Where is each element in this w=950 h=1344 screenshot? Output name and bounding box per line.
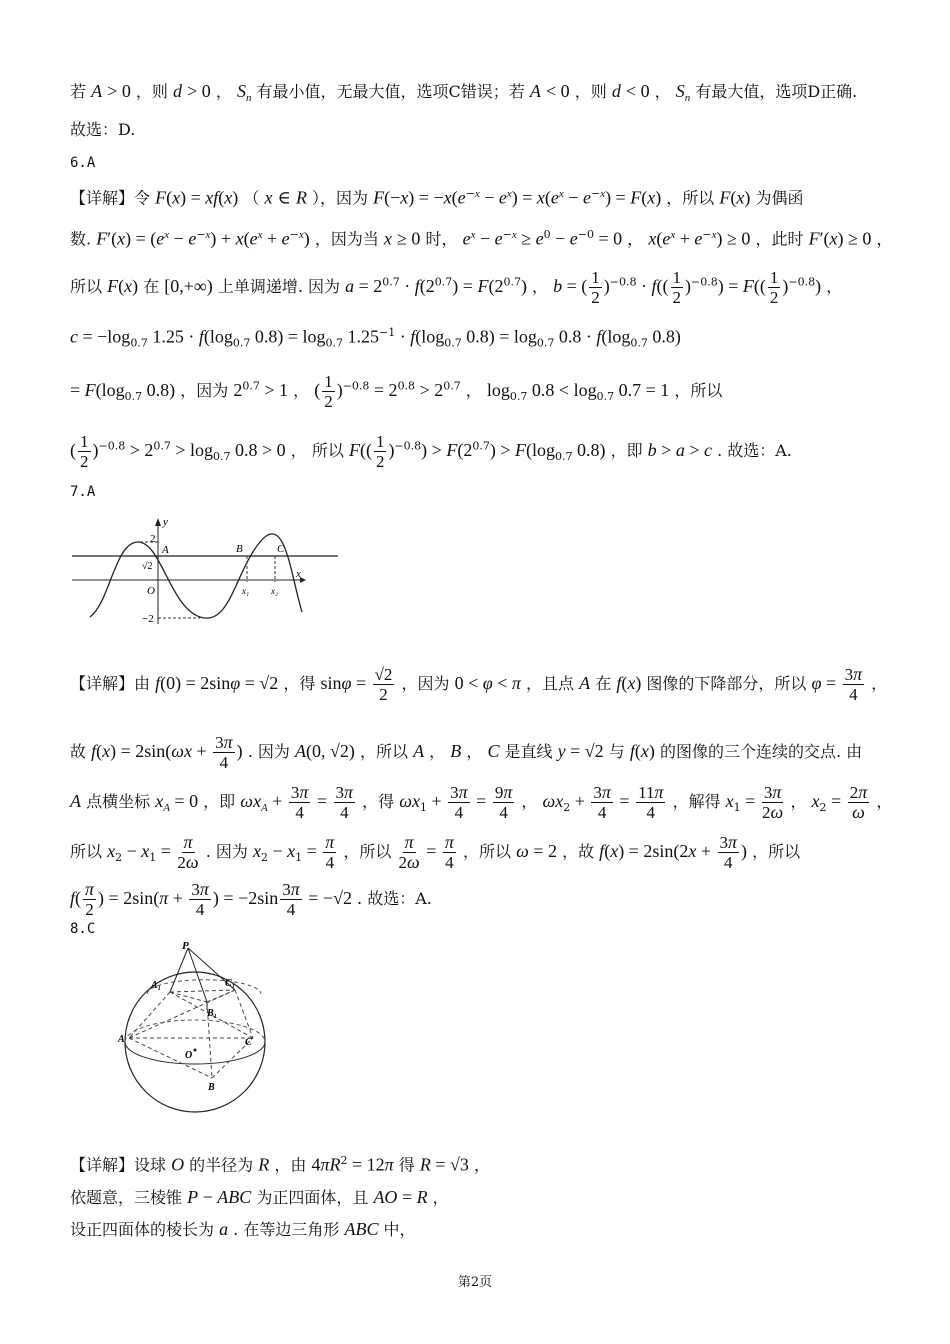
text-line-15: f( $\frac{\pi}{2}$ ) = 2sin(π + $\frac{3\pi}{4}$ ) = −2sin $\frac{3\pi}{4}$ = −√2 . 故选：A. (70, 879, 432, 919)
text-line-11: 【详解】由 f(0) = 2sinφ = √2 ，得 sinφ = $\frac{√2}{2}$ ，因为 0 < φ < π ，且点 A 在 f(x) 图像的下降部分，所以 φ = $\frac{3\pi}{4}$ ， (70, 664, 888, 704)
graph-label-o: O (147, 585, 155, 597)
graph-label-B: B (236, 543, 243, 555)
question-6-answer: 6.A (70, 155, 96, 171)
text-line-13: A 点横坐标 $x_A = 0$ ，即 $\omega x_A$ + $\frac{3\pi}{4}$ = $\frac{3\pi}{4}$ ，得 $\omega x_1$ + $\frac{3\pi}{4}$ = $\frac{9\pi}{4}$ ， $\omega x_2$ + $\frac{3\pi}{4}$ = $\frac{11\pi}{4}$ ，解得 $x_1$ = $\frac{3\pi}{2\omega}$ ， $x_2$ = $\frac{2\pi}{\omega}$ ， (70, 782, 893, 822)
sphere-tetrahedron-figure (115, 938, 275, 1120)
text-line-2: 故选：D. (70, 120, 136, 139)
graph-label-root2: √2 (142, 561, 153, 572)
sphere-label-O: O (185, 1050, 193, 1061)
text-line-18: 依题意，三棱锥 P − ABC 为正四面体，且 AO = R ， (70, 1187, 449, 1207)
graph-label-x: x (296, 568, 301, 580)
text-line-9: ( $\frac{1}{2}$ )$^{-0.8} > 2^{0.7} > \log_{0.7} 0.8 > 0$ ， 所以 F(( $\frac{1}{2}$ )$^{-0.8}) > F(2^{0.7}) > F(\log_{0.7}$ 0.8) ，即 b > a > c . 故选：A. (70, 432, 792, 471)
page-number: 第2页 (457, 1275, 493, 1290)
text-line-19: 设正四面体的棱长为 a . 在等边三角形 ABC 中， (70, 1219, 416, 1239)
text-line-14: 所以 $x_2 - x_1$ = $\frac{\pi}{2\omega}$ . 因为 $x_2 - x_1$ = $\frac{\pi}{4}$ ，所以 $\frac{\pi}{2\omega}$ = $\frac{\pi}{4}$ ，所以 ω = 2 ，故 f(x) = 2sin(2x + $\frac{3\pi}{4}$ ) ，所以 (70, 832, 801, 872)
graph-label-C: C (277, 543, 285, 555)
edge-AB (129, 1038, 212, 1078)
sphere-label-C1: C₁ (225, 978, 236, 989)
sphere-outline (125, 972, 265, 1112)
question-8-answer: 8.C (70, 921, 96, 937)
graph-label-neg2: −2 (142, 613, 154, 625)
edge-A1B1 (170, 992, 207, 1002)
sphere-label-C: C (245, 1037, 252, 1048)
sphere-label-B: B (208, 1082, 215, 1093)
text-line-17: 【详解】设球 O 的半径为 R ，由 $4\pi R^2 = 12\pi$ 得 R = √3 ， (70, 1154, 490, 1175)
y-axis-arrow (155, 518, 161, 526)
graph-label-A: A (162, 544, 169, 556)
text-line-5: 数. $F'(x) = (e^x - e^{-x}) + x(e^x + e^{-x})$ ，因为当 x ≥ 0 时， $e^x - e^{-x} \ge e^0 - e^{-0} = 0$ ， $x(e^x + e^{-x}) \ge 0$ ，此时 F′(x) ≥ 0 ， (70, 228, 893, 249)
sphere-label-A1: A₁ (151, 980, 162, 991)
equator-back (125, 1020, 265, 1042)
sine-curve (90, 534, 302, 618)
center-point (194, 1049, 197, 1052)
graph-label-x2: x₂ (271, 586, 279, 596)
graph-label-x1: x₁ (242, 586, 250, 596)
sphere-label-A: A (118, 1034, 125, 1045)
text-line-6: 所以 F(x) 在 [0,+∞) 上单调递增. 因为 $a = 2^{0.7} \cdot f(2^{0.7}) = F(2^{0.7})$ ， b = ( $\frac{1}{2}$ )$^{-0.8}$ · f(( $\frac{1}{2}$ )$^{-0.8}$) = F(( $\frac{1}{2}$ )$^{-0.8}$) ， (70, 268, 843, 307)
graph-label-y: y (163, 516, 168, 528)
sine-graph-figure (70, 512, 345, 630)
text-line-1: 若 A > 0 ，则 d > 0 ， $S_n$ 有最小值，无最大值，选项C错误；若 A < 0 ，则 d < 0 ， $S_n$ 有最大值，选项D正确. (70, 81, 858, 105)
edge-C1A (129, 990, 235, 1038)
sphere-label-B1: B₁ (207, 1008, 218, 1019)
text-line-12: 故 f(x) = 2sin(ωx + $\frac{3\pi}{4}$ ) . 因为 A(0, √2) ，所以 A ， B ， C 是直线 y = √2 与 f(x) 的图像的三个连续的交点. 由 (70, 732, 863, 772)
text-line-7: $c = -\log_{0.7}$ $1.25 \cdot f(\log_{0.7}$ $0.8) = \log_{0.7} 1.25^{-1} \cdot f(\log_{0.7}$ $0.8) = \log_{0.7} 0.8 \cdot f(\log_{0.7}$ 0.8) (70, 326, 681, 350)
sphere-label-P: P (182, 940, 189, 952)
edge-C1C (235, 990, 253, 1038)
graph-label-2: 2 (150, 533, 156, 545)
text-line-4: 【详解】令 F(x) = xf(x) （ x ∈ R ），因为 $F(-x) = -x(e^{-x} - e^x) = x(e^x - e^{-x}) = F(x)$ ，所以 F(x) 为偶函 (70, 187, 804, 208)
edge-PA1 (170, 948, 188, 992)
edge-A1A (129, 992, 170, 1038)
x-axis-arrow (300, 577, 306, 583)
equator-front (125, 1042, 265, 1064)
question-7-answer: 7.A (70, 484, 96, 500)
text-line-8: = $F(\log_{0.7}$ 0.8) ，因为 $2^{0.7} > 1$ ， ( $\frac{1}{2}$ )$^{-0.8} = 2^{0.8} > 2^{0.7}$ ， $\log_{0.7} 0.8 < \log_{0.7} 0.7 = 1$ ，所以 (70, 372, 723, 411)
